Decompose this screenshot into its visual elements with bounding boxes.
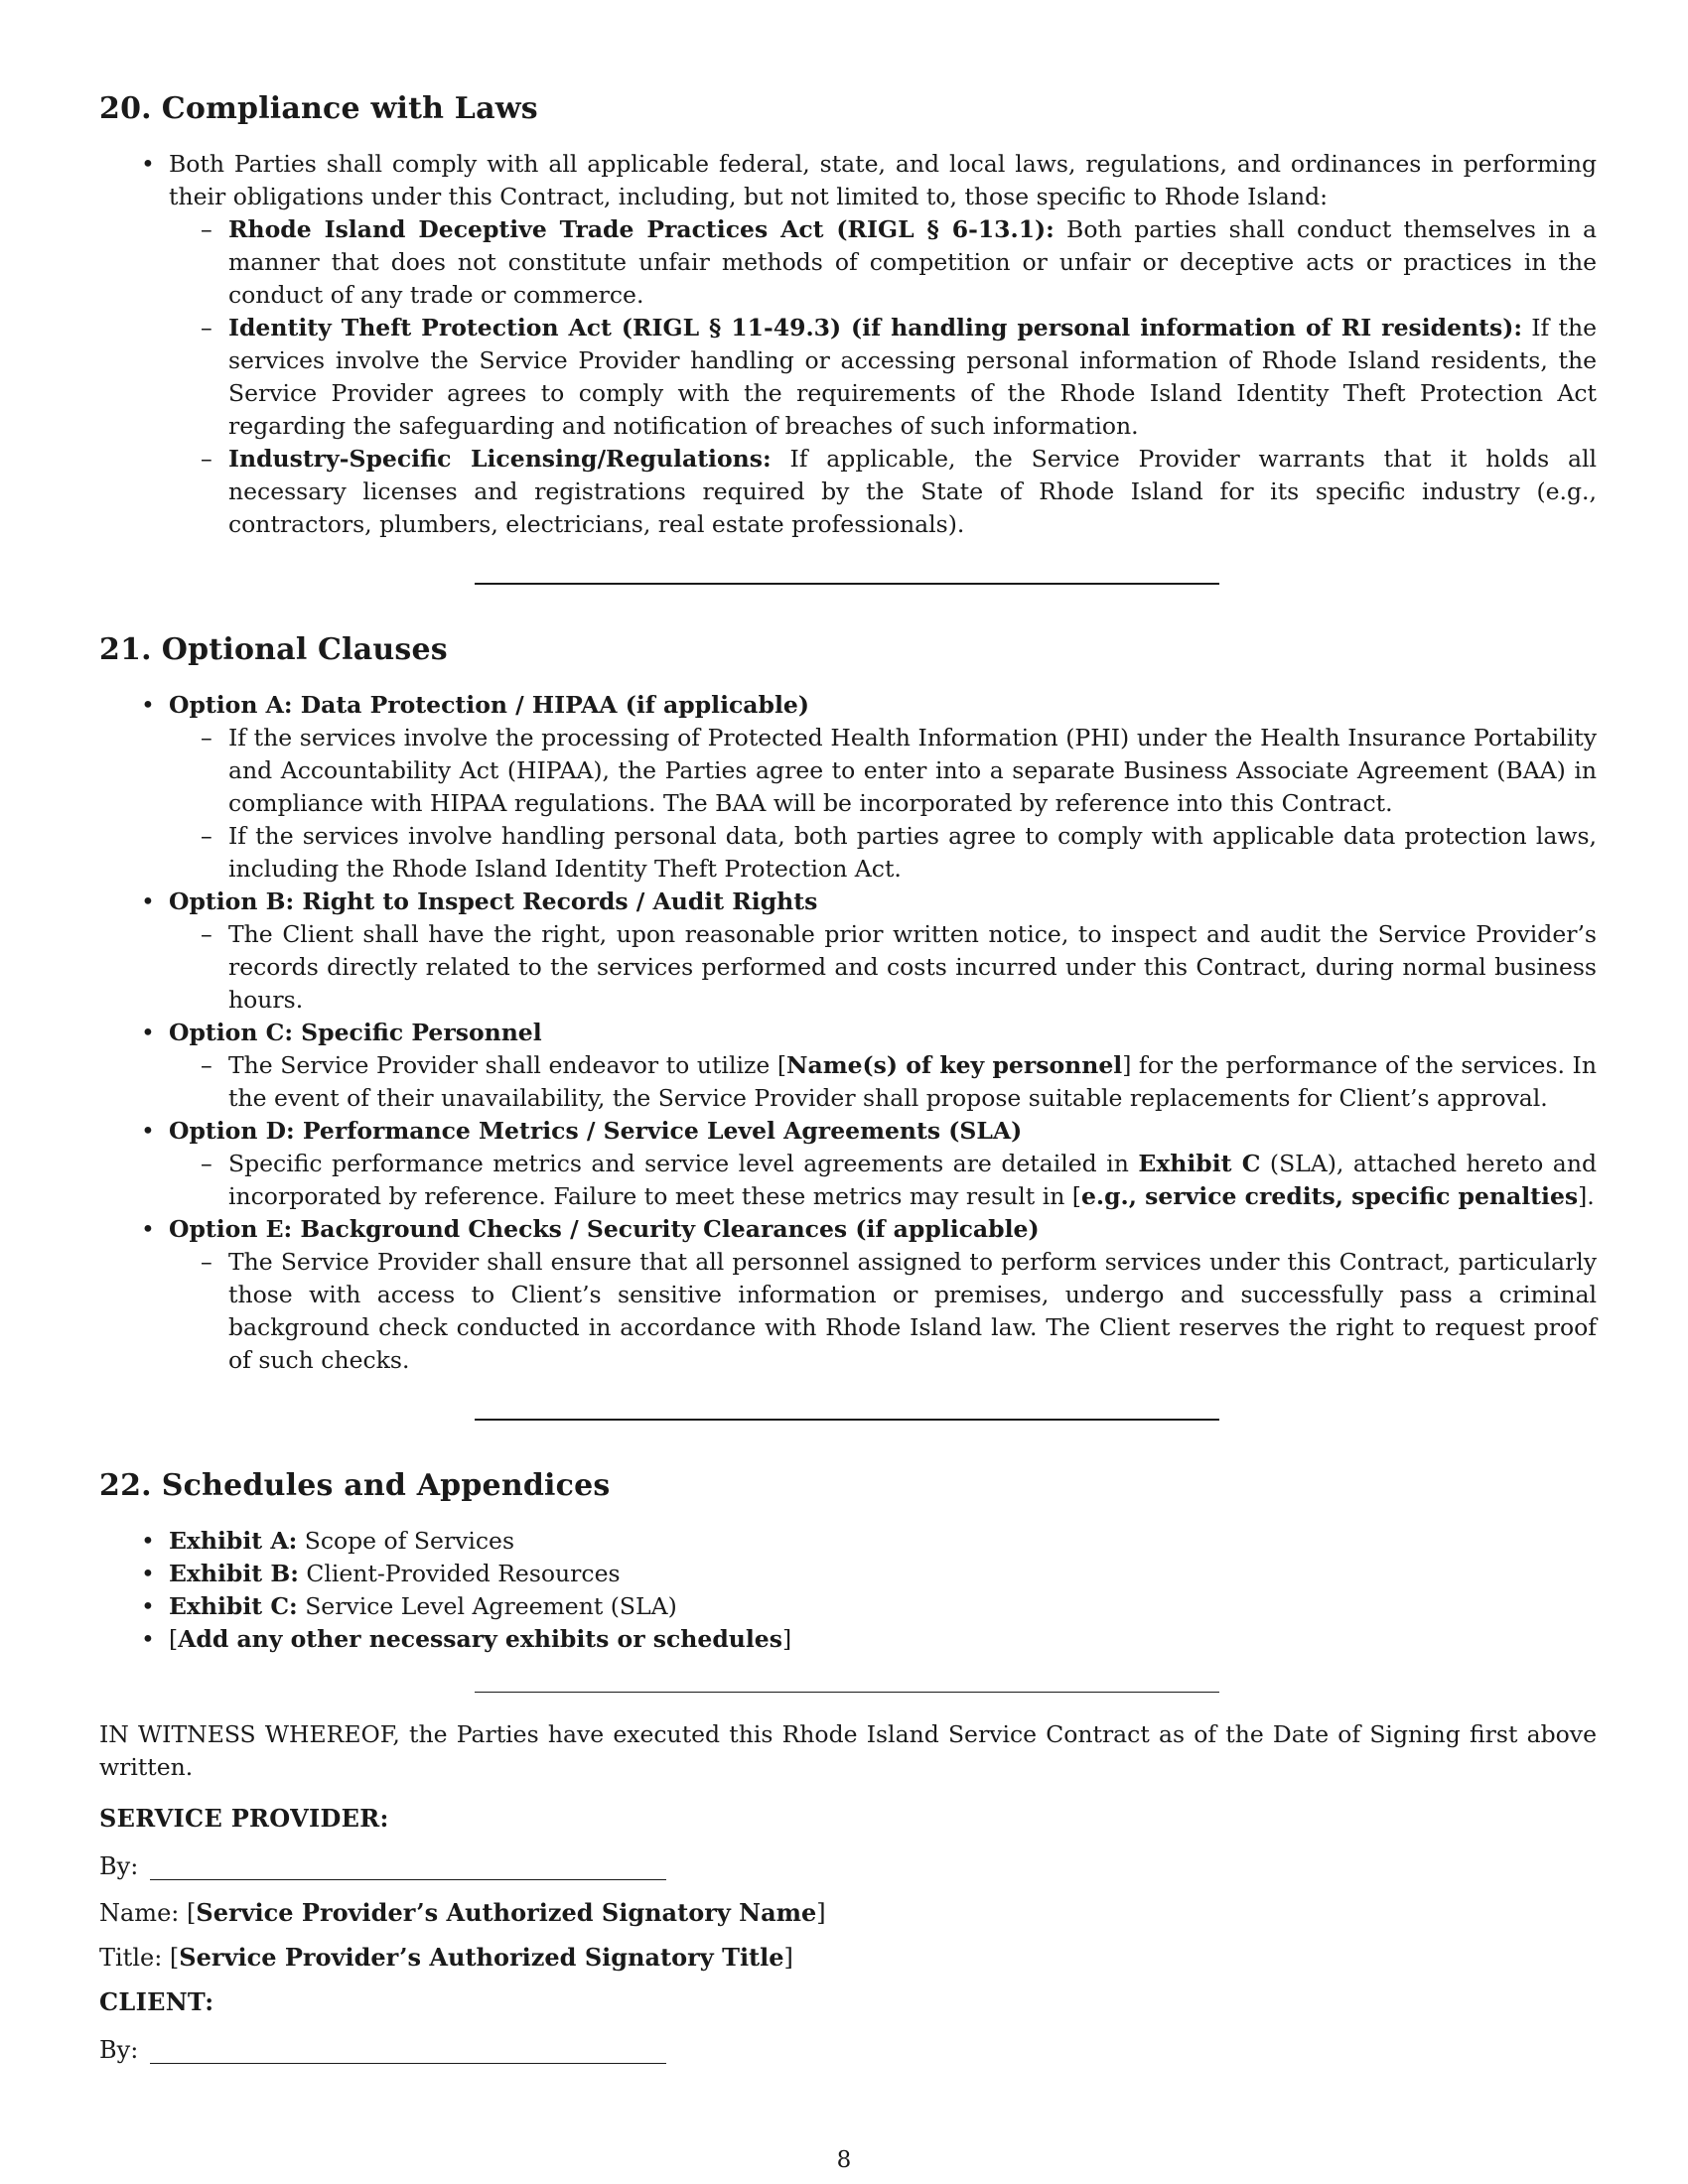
section-divider bbox=[475, 1419, 1219, 1421]
text-segment: ] bbox=[781, 1625, 792, 1653]
text-segment: [ bbox=[169, 1625, 179, 1653]
sublist bbox=[169, 1246, 1597, 1377]
item-term: Exhibit A: bbox=[169, 1527, 298, 1555]
option-title: Option D: Performance Metrics / Service Level Agreements (SLA) bbox=[169, 1117, 1023, 1145]
witness-statement: IN WITNESS WHEREOF, the Parties have executed this Rhode Island Service Contract as of the Date of Signing first above written. bbox=[99, 1720, 1597, 1781]
option-e bbox=[169, 1213, 1597, 1377]
option-c bbox=[169, 1017, 1597, 1115]
exhibit-reference: Exhibit C bbox=[1138, 1150, 1261, 1177]
option-d bbox=[169, 1115, 1597, 1213]
item-text: Client-Provided Resources bbox=[298, 1560, 621, 1587]
page-number: 8 bbox=[836, 2147, 852, 2173]
list-item bbox=[228, 1148, 1597, 1213]
by-label: By: bbox=[99, 1852, 139, 1880]
sublist bbox=[169, 213, 1597, 541]
item-text: If the services involve the Service Provider handling or accessing personal information of Rhode Island residents, the Service Provider agrees to comply with the requirements of the Rhode Island Identity Theft Protection Act regarding the safeguarding and notification of breaches of such information. bbox=[228, 314, 1597, 440]
sublist bbox=[169, 918, 1597, 1017]
option-b bbox=[169, 886, 1597, 1017]
client-signature-line bbox=[99, 2036, 1597, 2064]
list-item bbox=[228, 312, 1597, 443]
list-item bbox=[169, 148, 1597, 541]
section-title: Schedules and Appendices bbox=[161, 1468, 611, 1503]
section-title: Compliance with Laws bbox=[161, 91, 538, 126]
text-segment: The Service Provider shall endeavor to utilize [ bbox=[228, 1051, 786, 1079]
list-item bbox=[228, 1049, 1597, 1115]
service-provider-heading: SERVICE PROVIDER: bbox=[99, 1804, 389, 1833]
list-item bbox=[228, 213, 1597, 312]
client-signature-blank[interactable] bbox=[150, 2039, 666, 2064]
list-item bbox=[169, 1525, 1597, 1558]
sublist bbox=[169, 1148, 1597, 1213]
placeholder-field: e.g., service credits, specific penalties bbox=[1080, 1182, 1579, 1210]
placeholder-field: Add any other necessary exhibits or schedules bbox=[178, 1625, 782, 1653]
title-label: Title: bbox=[99, 1944, 163, 1972]
list-item bbox=[169, 1558, 1597, 1590]
list-item: – If the services involve handling personal data, both parties agree to comply with applicable data protection laws, including the Rhode Island Identity Theft Protection Act. bbox=[228, 820, 1597, 886]
list-item bbox=[228, 443, 1597, 541]
item-term: Exhibit C: bbox=[169, 1592, 298, 1620]
text-segment: Specific performance metrics and service level agreements are detailed in bbox=[228, 1150, 1139, 1177]
item-text: Service Level Agreement (SLA) bbox=[297, 1592, 677, 1620]
item-term: Identity Theft Protection Act (RIGL § 11-49.3) (if handling personal information of RI residents): bbox=[228, 314, 1523, 341]
item-text: Both parties shall conduct themselves in a manner that does not constitute unfair methods of competition or unfair or deceptive acts or practices in the conduct of any trade or commerce. bbox=[228, 215, 1597, 309]
section-title: Optional Clauses bbox=[161, 632, 448, 667]
item-term: Rhode Island Deceptive Trade Practices Act (RIGL § 6-13.1): bbox=[228, 215, 1055, 243]
provider-title-placeholder: Service Provider’s Authorized Signatory Title bbox=[179, 1943, 784, 1972]
option-title: Option B: Right to Inspect Records / Audit Rights bbox=[169, 887, 818, 915]
provider-name-field: Name: [Service Provider’s Authorized Signatory Name] bbox=[99, 1898, 826, 1927]
item-text: If applicable, the Service Provider warrants that it holds all necessary licenses and registrations required by the State of Rhode Island for its specific industry (e.g., contractors, plumbers, electricians, real estate professionals). bbox=[228, 445, 1597, 538]
text-segment: ]. bbox=[1578, 1182, 1595, 1210]
section-number: 20. bbox=[99, 91, 152, 126]
list-item bbox=[169, 1590, 1597, 1623]
option-title: Option A: Data Protection / HIPAA (if applicable) bbox=[169, 691, 809, 719]
list-item: – The Client shall have the right, upon reasonable prior written notice, to inspect and audit the Service Provider’s records directly related to the services performed and costs incurred under this Contract, during normal business hours. bbox=[228, 918, 1597, 1017]
provider-name-placeholder: Service Provider’s Authorized Signatory Name bbox=[196, 1898, 817, 1927]
section-number: 21. bbox=[99, 632, 152, 667]
option-a bbox=[169, 689, 1597, 886]
item-term: Industry-Specific Licensing/Regulations: bbox=[228, 445, 772, 473]
by-label: By: bbox=[99, 2036, 139, 2064]
section-20-heading bbox=[99, 91, 1597, 126]
text-segment: ] for the performance of the services. In the event of their unavailability, the Service Provider shall propose suitable replacements for Client’s approval. bbox=[228, 1051, 1597, 1112]
section-21-list bbox=[99, 689, 1597, 1377]
provider-title-field: Title: [Service Provider’s Authorized Signatory Title] bbox=[99, 1943, 793, 1972]
section-20-intro: Both Parties shall comply with all applicable federal, state, and local laws, regulations, and ordinances in performing their obligations under this Contract, including, but not limited to, those specific to Rhode Island: bbox=[169, 150, 1597, 210]
item-term: Exhibit B: bbox=[169, 1560, 299, 1587]
text-segment: (SLA), attached hereto and incorporated by reference. Failure to meet these metrics may result in [ bbox=[228, 1150, 1597, 1210]
section-22-list bbox=[99, 1525, 1597, 1656]
section-20-list bbox=[99, 148, 1597, 541]
section-divider bbox=[475, 1692, 1219, 1693]
client-heading: CLIENT: bbox=[99, 1987, 214, 2016]
section-22-heading bbox=[99, 1468, 1597, 1503]
section-number: 22. bbox=[99, 1468, 152, 1503]
sublist bbox=[169, 1049, 1597, 1115]
section-divider bbox=[475, 583, 1219, 585]
provider-signature-line bbox=[99, 1852, 1597, 1880]
placeholder-field: Name(s) of key personnel bbox=[786, 1051, 1123, 1079]
list-item bbox=[169, 1623, 1597, 1656]
option-title: Option C: Specific Personnel bbox=[169, 1019, 542, 1046]
option-title: Option E: Background Checks / Security Clearances (if applicable) bbox=[169, 1215, 1040, 1243]
section-21-heading bbox=[99, 632, 1597, 667]
item-text: Scope of Services bbox=[297, 1527, 515, 1555]
list-item: – If the services involve the processing of Protected Health Information (PHI) under the Health Insurance Portability and Accountability Act (HIPAA), the Parties agree to enter into a separate Business Associate Agreement (BAA) in compliance with HIPAA regulations. The BAA will be incorporated by reference into this Contract. bbox=[228, 722, 1597, 820]
provider-signature-blank[interactable] bbox=[150, 1855, 666, 1880]
list-item: – The Service Provider shall ensure that all personnel assigned to perform services under this Contract, particularly those with access to Client’s sensitive information or premises, undergo and successfully pass a criminal background check conducted in accordance with Rhode Island law. The Client reserves the right to request proof of such checks. bbox=[228, 1246, 1597, 1377]
document-page bbox=[99, 91, 1597, 2064]
name-label: Name: bbox=[99, 1899, 180, 1927]
sublist bbox=[169, 722, 1597, 886]
